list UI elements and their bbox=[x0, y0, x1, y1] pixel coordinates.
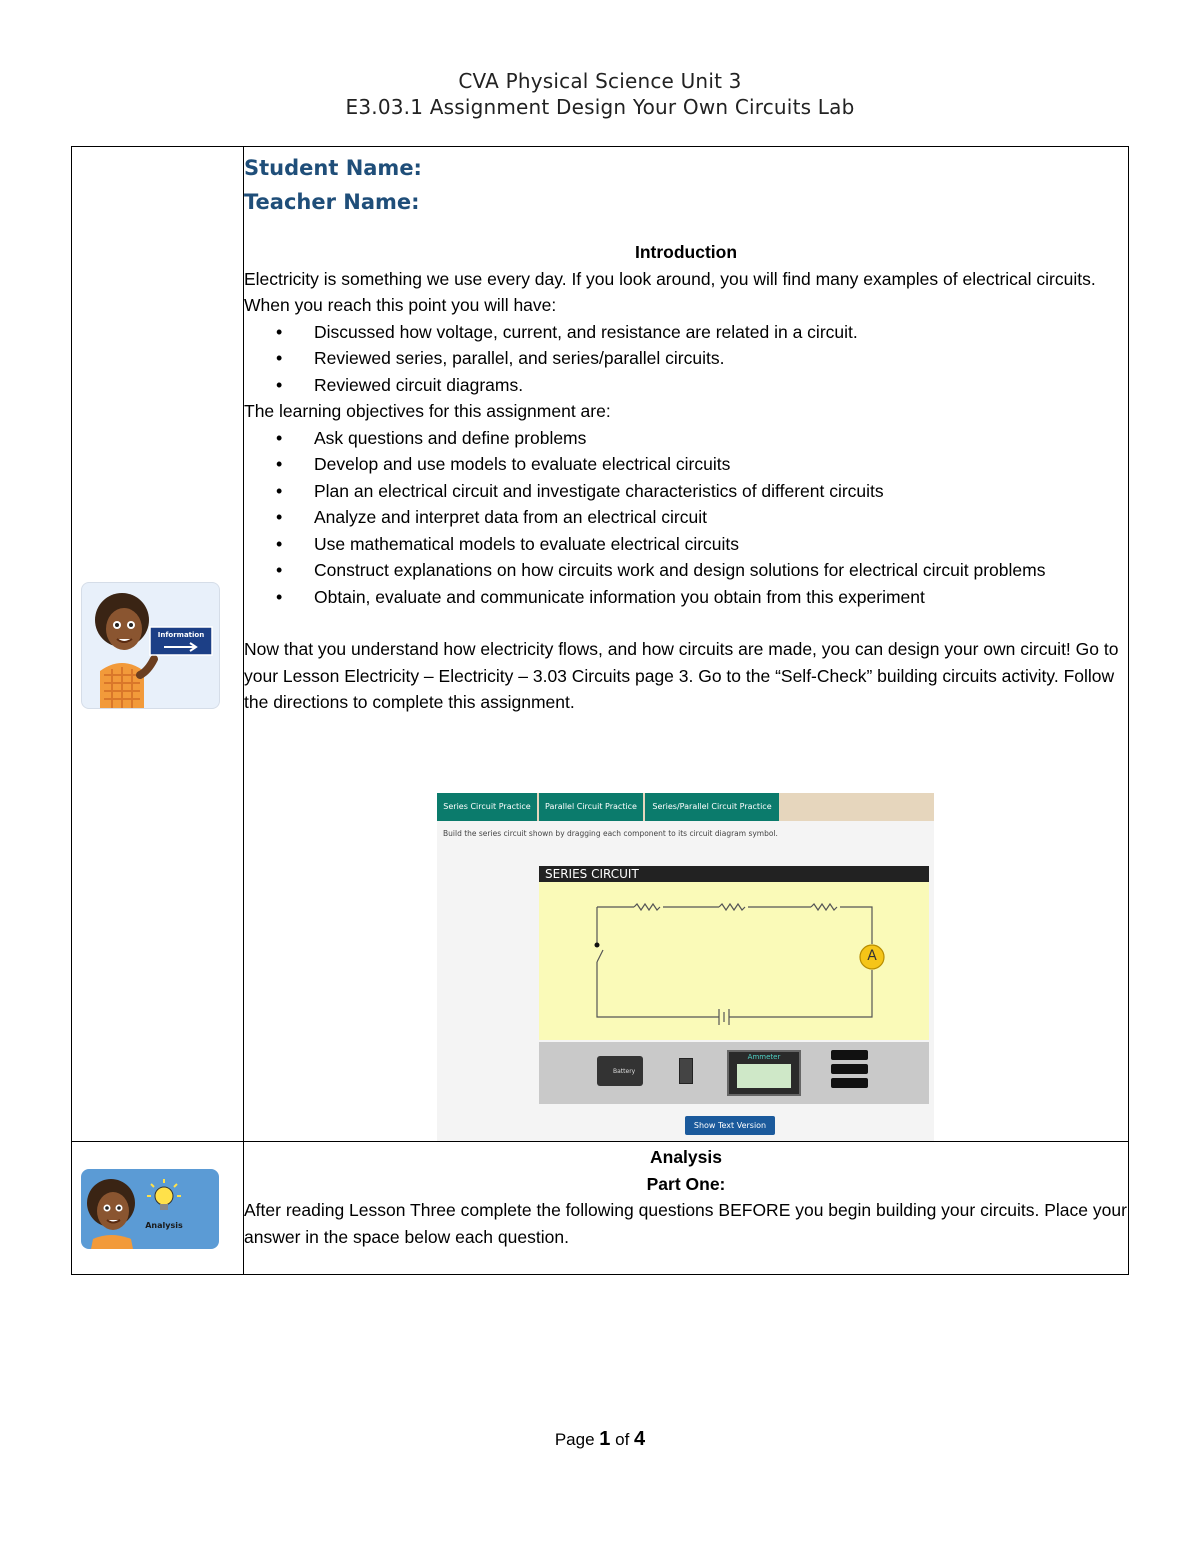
ammeter-label: Ammeter bbox=[747, 1053, 781, 1061]
circuit-simulation-screenshot bbox=[437, 793, 934, 1141]
student-name-label: Student Name: bbox=[244, 156, 422, 180]
analysis-row bbox=[72, 1142, 1129, 1275]
list-item: • Obtain, evaluate and communicate information you obtain from this experiment bbox=[314, 584, 1128, 611]
analysis-character-illustration bbox=[81, 1169, 219, 1249]
list-item: • Plan an electrical circuit and investigate characteristics of different circuits bbox=[314, 478, 1128, 505]
list-item: • Use mathematical models to evaluate electrical circuits bbox=[314, 531, 1128, 558]
tab-series-circuit-practice[interactable]: Series Circuit Practice bbox=[437, 793, 537, 821]
list-item: • Ask questions and define problems bbox=[314, 425, 1128, 452]
analysis-heading: Analysis bbox=[650, 1147, 722, 1167]
component-tray bbox=[539, 1042, 929, 1104]
page-footer bbox=[0, 1428, 1200, 1451]
battery-label: Battery bbox=[613, 1068, 636, 1075]
analysis-avatar-icon bbox=[81, 1169, 219, 1249]
page-total: 4 bbox=[634, 1428, 646, 1450]
sim-instructions: Build the series circuit shown by dragging each component to its circuit diagram symbol. bbox=[443, 829, 778, 838]
design-circuit-paragraph: Now that you understand how electricity flows, and how circuits are made, you can design your own circuit! Go to your Lesson Electricity – Electricity – 3.03 Circuits page 3. Go to the “Self-Check” building circuits activity. Follow the directions to complete this assignment. bbox=[244, 639, 1119, 712]
analysis-icon-cell bbox=[72, 1142, 244, 1275]
battery-component[interactable] bbox=[597, 1056, 643, 1086]
of-word: of bbox=[615, 1430, 630, 1449]
circuit-diagram-area bbox=[539, 882, 929, 1040]
objectives-list bbox=[244, 425, 1128, 611]
course-title: CVA Physical Science Unit 3 bbox=[458, 69, 742, 93]
switch-component[interactable] bbox=[679, 1058, 693, 1084]
assignment-title: E3.03.1 Assignment Design Your Own Circuits Lab bbox=[345, 95, 855, 119]
tab-parallel-circuit-practice[interactable]: Parallel Circuit Practice bbox=[539, 793, 643, 821]
series-circuit-title: SERIES CIRCUIT bbox=[539, 866, 929, 882]
list-item: • Construct explanations on how circuits work and design solutions for electrical circuit problems bbox=[314, 557, 1128, 584]
reach-point-list bbox=[244, 319, 1128, 399]
analysis-content-cell bbox=[244, 1142, 1129, 1275]
page-word: Page bbox=[554, 1430, 595, 1449]
show-text-version-button[interactable]: Show Text Version bbox=[685, 1116, 775, 1135]
switch-symbol bbox=[597, 950, 603, 962]
page-number: 1 bbox=[599, 1428, 611, 1450]
sim-tab-bar bbox=[437, 793, 934, 821]
list-item: • Analyze and interpret data from an electrical circuit bbox=[314, 504, 1128, 531]
intro-paragraph: Electricity is something we use every day. If you look around, you will find many examples of electrical circuits. bbox=[244, 268, 1096, 289]
resistor-symbol bbox=[719, 904, 745, 910]
document-header bbox=[0, 68, 1200, 120]
part-one-heading: Part One: bbox=[646, 1173, 726, 1194]
teacher-name-label: Teacher Name: bbox=[244, 190, 420, 214]
intro-icon-cell bbox=[72, 147, 244, 1142]
list-item: • Develop and use models to evaluate electrical circuits bbox=[314, 451, 1128, 478]
ammeter-component[interactable] bbox=[727, 1050, 801, 1096]
resistors-component[interactable] bbox=[831, 1050, 868, 1094]
introduction-heading: Introduction bbox=[634, 242, 738, 262]
objectives-paragraph: The learning objectives for this assignment are: bbox=[244, 401, 611, 421]
information-character-illustration bbox=[82, 583, 219, 708]
list-item: • Reviewed circuit diagrams. bbox=[314, 372, 1128, 399]
list-item: • Reviewed series, parallel, and series/parallel circuits. bbox=[314, 345, 1128, 372]
reach-point-paragraph: When you reach this point you will have: bbox=[244, 295, 557, 315]
ammeter-symbol-label: A bbox=[867, 948, 877, 964]
analysis-instructions: After reading Lesson Three complete the following questions BEFORE you begin building your circuits. Place your answer in the space below each question. bbox=[244, 1200, 1127, 1247]
analysis-icon-label: Analysis bbox=[145, 1221, 183, 1230]
resistor-symbol bbox=[811, 904, 837, 910]
battery-symbol bbox=[719, 1009, 729, 1025]
tab-series-parallel-circuit-practice[interactable]: Series/Parallel Circuit Practice bbox=[645, 793, 779, 821]
information-avatar-icon bbox=[81, 582, 220, 709]
information-sign-label: Information bbox=[157, 631, 205, 639]
resistor-symbol bbox=[634, 904, 660, 910]
list-item: • Discussed how voltage, current, and resistance are related in a circuit. bbox=[314, 319, 1128, 346]
